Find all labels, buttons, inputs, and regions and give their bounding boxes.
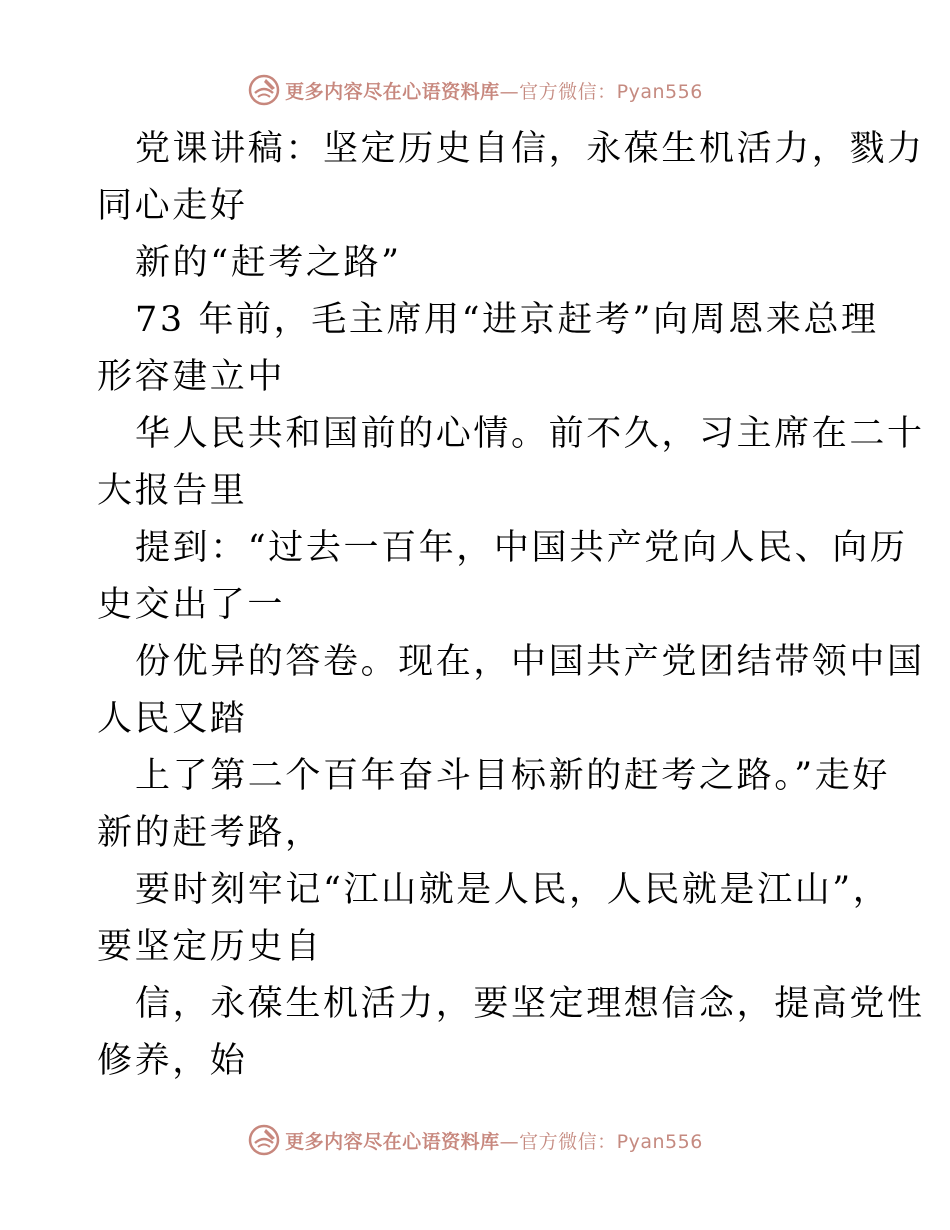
document-line: 73 年前，毛主席用“进京赶考”向周恩来总理 xyxy=(135,300,879,340)
document-line: 提到：“过去一百年，中国共产党向人民、向历 xyxy=(135,528,908,568)
document-line: 要时刻牢记“江山就是人民，人民就是江山”， xyxy=(135,870,891,910)
document-line: 史交出了一 xyxy=(97,585,286,625)
document-line: 要坚定历史自 xyxy=(97,927,323,967)
document-line: 大报告里 xyxy=(97,471,248,511)
watermark-text-plain: —官方微信：Pyan556 xyxy=(499,80,703,103)
book-pen-logo-icon xyxy=(247,1123,281,1157)
document-line: 上了第二个百年奋斗目标新的赶考之路。”走好 xyxy=(135,756,890,796)
document-line: 新的“赶考之路” xyxy=(135,243,402,283)
document-line: 形容建立中 xyxy=(97,357,286,397)
document-line: 份优异的答卷。现在，中国共产党团结带领中国 xyxy=(135,642,925,682)
document-line: 人民又踏 xyxy=(97,699,248,739)
header-watermark xyxy=(0,70,950,110)
document-line: 同心走好 xyxy=(97,186,248,226)
book-pen-logo-icon xyxy=(247,73,281,107)
document-line: 华人民共和国前的心情。前不久，习主席在二十 xyxy=(135,414,925,454)
document-line: 新的赶考路， xyxy=(97,813,323,853)
document-line: 信，永葆生机活力，要坚定理想信念，提高党性 xyxy=(135,984,925,1024)
watermark-text xyxy=(285,77,703,104)
document-line: 修养，始 xyxy=(97,1041,248,1081)
footer-watermark xyxy=(0,1120,950,1160)
document-line: 党课讲稿：坚定历史自信，永葆生机活力，戮力 xyxy=(135,129,925,169)
watermark-text-plain: —官方微信：Pyan556 xyxy=(499,1130,703,1153)
watermark-text-bold: 更多内容尽在心语资料库 xyxy=(285,80,500,103)
watermark-text-bold: 更多内容尽在心语资料库 xyxy=(285,1130,500,1153)
watermark-text xyxy=(285,1127,703,1154)
